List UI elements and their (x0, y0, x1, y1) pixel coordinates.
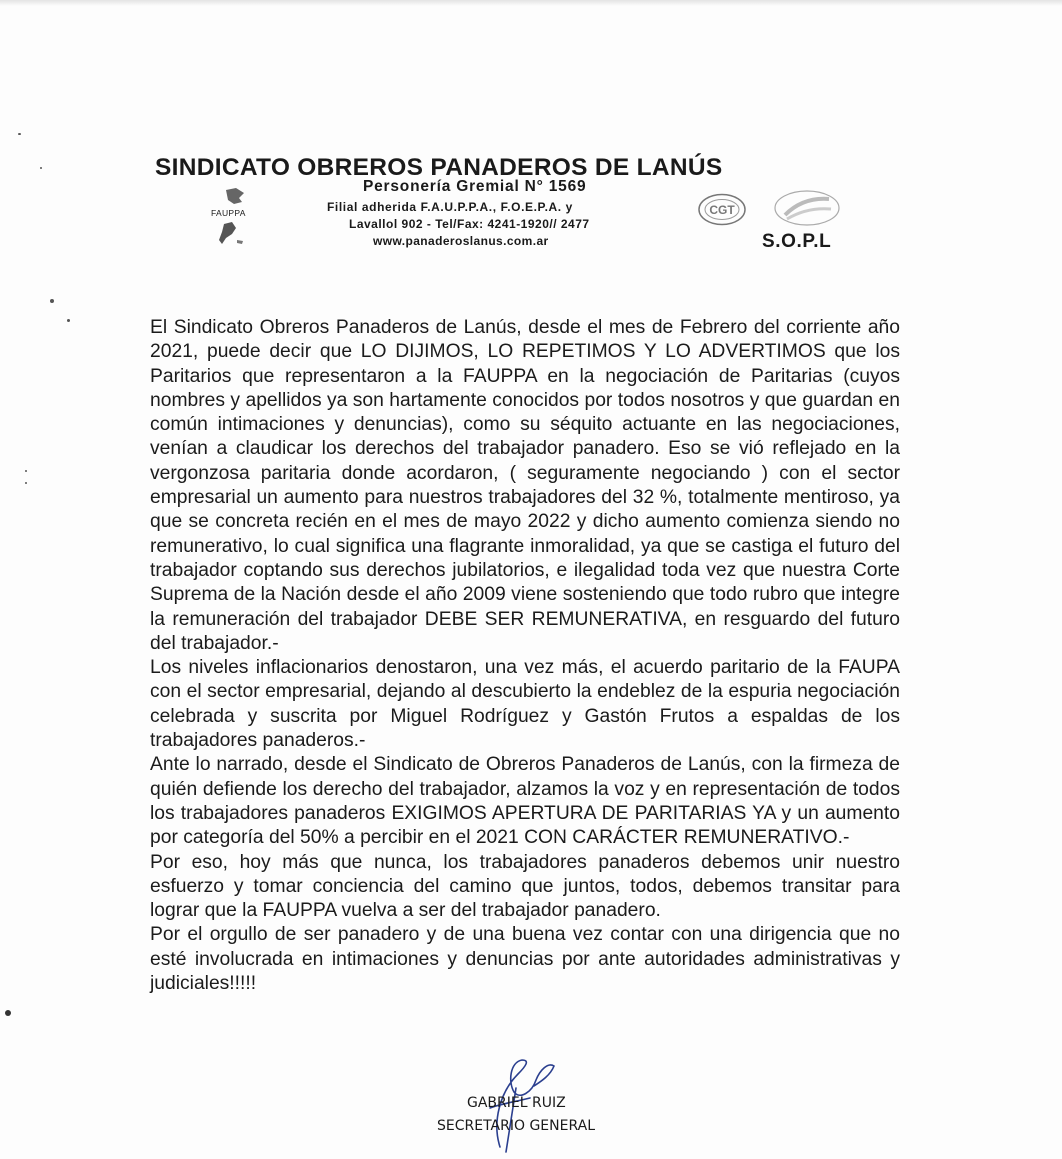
paragraph: El Sindicato Obreros Panaderos de Lanús, desde el mes de Febrero del corriente año 2021, puede decir que LO DIJIMOS, LO REPETIMOS Y LO ADVERTIMOS que los Paritarios que representaron a la FAUPPA en la negociación de Paritarias (cuyos nombres y apellidos ya son hartamente conocidos por todos nosotros y que guardan en común intimaciones y denuncias), como su séquito actuante en las negociaciones, venían a claudicar los derechos del trabajador panadero. Eso se vió reflejado en la vergonzosa paritaria donde acordaron, ( seguramente negociando ) con el sector empresarial un aumento para nuestros trabajadores del 32 %, totalmente mentiroso, ya que se concreta recién en el mes de mayo 2022 y dicho aumento comienza siendo no remunerativo, lo cual significa una flagrante inmoralidad, ya que se castiga el futuro del trabajador coptando sus derechos jubilatorios, e ilegalidad toda vez que nuestra Corte Suprema de la Nación desde el año 2009 viene sosteniendo que todo rubro que integre la remuneración del trabajador DEBE SER REMUNERATIVA, en resguardo del futuro del trabajador.- (150, 317, 900, 654)
paragraph: Por el orgullo de ser panadero y de una buena vez contar con una dirigencia que no esté involucrada en intimaciones y denuncias por ante autoridades administrativas y judiciales!!!!! (150, 924, 900, 995)
personeria-gremial: Personería Gremial N° 1569 (363, 178, 587, 195)
scan-speck (50, 299, 54, 303)
website: www.panaderoslanus.com.ar (373, 234, 549, 248)
paragraph: Los niveles inflacionarios denostaron, una vez más, el acuerdo paritario de la FAUPA con el sector empresarial, dejando al descubierto la endeblez de la espuria negociación celebrada y suscrita por Miguel Rodríguez y Gastón Frutos a espaldas de los trabajadores panaderos.- (150, 657, 900, 752)
signatory-name: GABRIEL RUIZ (467, 1095, 566, 1111)
wheat-seal-logo (773, 189, 841, 227)
scan-speck (25, 470, 27, 472)
svg-text:CGT: CGT (709, 203, 735, 217)
fauppa-logo-label: FAUPPA (211, 208, 246, 218)
scan-speck (5, 1010, 11, 1016)
paragraph: Ante lo narrado, desde el Sindicato de Obreros Panaderos de Lanús, con la firmeza de quién defiende los derecho del trabajador, alzamos la voz y en representación de todos los trabajadores panaderos EXIGIMOS APERTURA DE PARITARIAS YA y un aumento por categoría del 50% a percibir en el 2021 CON CARÁCTER REMUNERATIVO.- (150, 754, 900, 849)
sopl-acronym: S.O.P.L (762, 231, 832, 252)
scan-speck (18, 133, 21, 135)
filial-adherida: Filial adherida F.A.U.P.P.A., F.O.E.P.A. y (327, 200, 573, 214)
paragraph: Por eso, hoy más que nunca, los trabajadores panaderos debemos unir nuestro esfuerzo y tomar conciencia del camino que juntos, todos, debemos transitar para lograr que la FAUPPA vuelva a ser del trabajador panadero. (150, 851, 900, 922)
letterhead (0, 150, 1062, 255)
signatory-title: SECRETARIO GENERAL (437, 1118, 595, 1134)
cgt-seal-logo (697, 193, 747, 226)
scan-speck (67, 319, 70, 322)
scan-edge (0, 0, 1062, 6)
scan-speck (25, 482, 27, 484)
address-phone: Lavallol 902 - Tel/Fax: 4241-1920// 2477 (349, 217, 590, 231)
letter-body (150, 316, 900, 996)
organization-name: SINDICATO OBREROS PANADEROS DE LANÚS (155, 154, 723, 181)
